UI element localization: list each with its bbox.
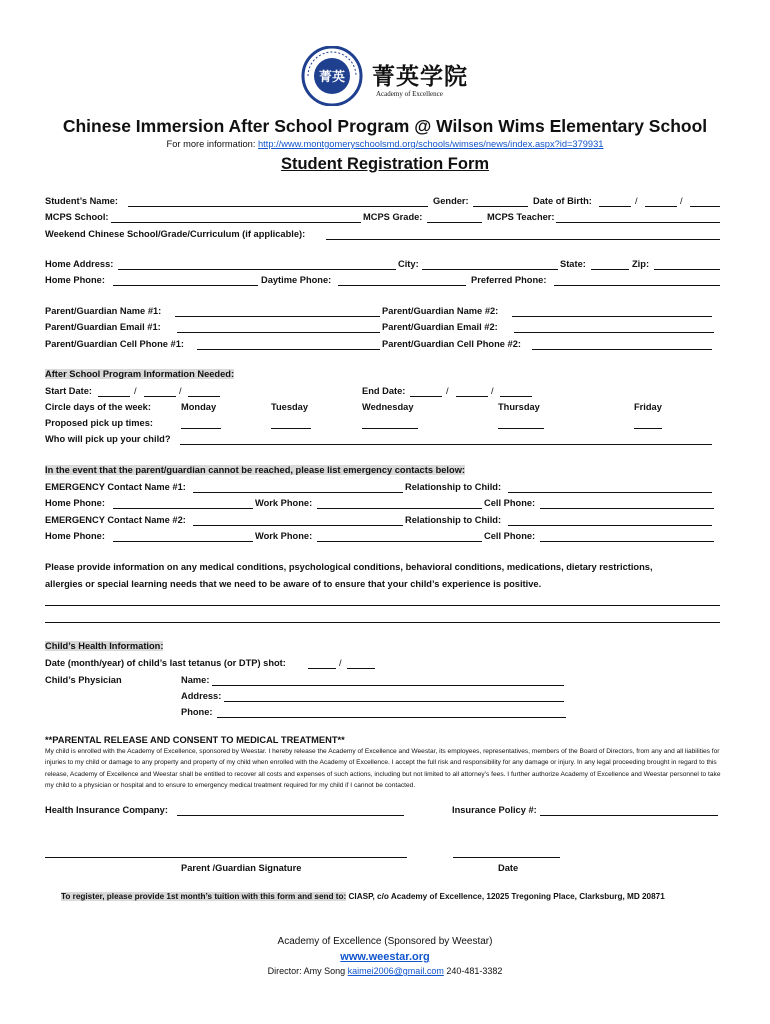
- parent-email-2-label: Parent/Guardian Email #2:: [382, 322, 498, 332]
- parent-cell-2-label: Parent/Guardian Cell Phone #2:: [382, 339, 521, 349]
- end-date-month-field[interactable]: [410, 396, 442, 397]
- start-date-day-field[interactable]: [144, 396, 176, 397]
- release-body: My child is enrolled with the Academy of Excellence, sponsored by Weestar. I hereby release the Academy of Excellence and Weestar, its employees, representatives, members of the Board of Directors, from any and all liabilities for injuries to my child or damage to any property and property of my child when enrolled with the Academy of Excellence. I accept the full risk and responsibility for any damage or injury. In any legal proceeding brought in regard to this release, Academy of Excellence and Weestar shall be entitled to recover all costs and expenses of such actions, including but not limited to all attorney’s fees. I further authorize Academy of Excellence and Weestar personnel to take my child to a physician or hospital and to ensure to emergency medical treatment required for my child if I cannot be contacted.: [45, 748, 721, 790]
- pickup-time-wednesday[interactable]: [362, 428, 418, 429]
- physician-address-field[interactable]: [224, 701, 564, 702]
- zip-label: Zip:: [632, 259, 650, 269]
- physician-name-label: Name:: [181, 675, 210, 685]
- pickup-times-label: Proposed pick up times:: [45, 418, 153, 428]
- health-heading: Child’s Health Information:: [45, 641, 164, 651]
- preferred-phone-label: Preferred Phone:: [471, 275, 547, 285]
- emergency-1-cell-phone-label: Cell Phone:: [484, 498, 536, 508]
- zip-field[interactable]: [654, 269, 720, 270]
- tetanus-year-field[interactable]: [347, 668, 375, 669]
- physician-name-field[interactable]: [212, 685, 564, 686]
- dob-day-field[interactable]: [645, 206, 677, 207]
- emergency-2-work-phone-field[interactable]: [317, 541, 482, 542]
- emergency-1-work-phone-label: Work Phone:: [255, 498, 313, 508]
- daytime-phone-field[interactable]: [338, 285, 466, 286]
- dob-month-field[interactable]: [599, 206, 631, 207]
- logo-chinese-text: 菁英学院: [372, 63, 468, 90]
- pickup-time-tuesday[interactable]: [271, 428, 311, 429]
- director-phone: 240-481-3382: [443, 966, 503, 976]
- mcps-teacher-field[interactable]: [556, 222, 720, 223]
- academy-seal-icon: [300, 46, 372, 106]
- home-address-field[interactable]: [118, 269, 396, 270]
- emergency-2-cell-phone-field[interactable]: [540, 541, 714, 542]
- start-date-sep-1: /: [134, 386, 137, 396]
- info-line: [0, 139, 770, 149]
- tetanus-month-field[interactable]: [308, 668, 336, 669]
- info-link[interactable]: http://www.montgomeryschoolsmd.org/schools/wimses/news/index.aspx?id=379931: [258, 139, 604, 149]
- physician-phone-field[interactable]: [217, 717, 566, 718]
- end-date-sep-1: /: [446, 386, 449, 396]
- director-label: Director: Amy Song: [267, 966, 348, 976]
- day-wednesday[interactable]: Wednesday: [362, 402, 414, 412]
- pickup-time-monday[interactable]: [181, 428, 221, 429]
- emergency-1-home-phone-label: Home Phone:: [45, 498, 105, 508]
- physician-address-label: Address:: [181, 691, 222, 701]
- parent-cell-1-label: Parent/Guardian Cell Phone #1:: [45, 339, 184, 349]
- dob-sep-1: /: [635, 196, 638, 206]
- who-pickup-label: Who will pick up your child?: [45, 434, 171, 444]
- weekend-school-label: Weekend Chinese School/Grade/Curriculum (if applicable):: [45, 229, 306, 239]
- svg-text:菁英: 菁英: [318, 70, 346, 85]
- medical-prompt-line-2: allergies or special learning needs that we need to be aware of to ensure that your child’s experience is positive.: [45, 579, 542, 589]
- emergency-2-work-phone-label: Work Phone:: [255, 531, 313, 541]
- medical-answer-line-2[interactable]: [45, 622, 720, 623]
- footer-org: Academy of Excellence (Sponsored by Weestar): [277, 936, 493, 947]
- emergency-2-home-phone-field[interactable]: [113, 541, 253, 542]
- parent-name-2-label: Parent/Guardian Name #2:: [382, 306, 499, 316]
- end-date-sep-2: /: [491, 386, 494, 396]
- emergency-2-home-phone-label: Home Phone:: [45, 531, 105, 541]
- parent-email-1-label: Parent/Guardian Email #1:: [45, 322, 161, 332]
- pickup-time-thursday[interactable]: [498, 428, 544, 429]
- register-address: CIASP, c/o Academy of Excellence, 12025 Tregoning Place, Clarksburg, MD 20871: [346, 892, 665, 901]
- parent-name-2-field[interactable]: [512, 316, 712, 317]
- emergency-1-cell-phone-field[interactable]: [540, 508, 714, 509]
- tetanus-label: Date (month/year) of child’s last tetanus (or DTP) shot:: [45, 658, 286, 668]
- emergency-contact-1-label: EMERGENCY Contact Name #1:: [45, 482, 186, 492]
- physician-label: Child’s Physician: [45, 675, 122, 685]
- signature-date-field[interactable]: [453, 857, 560, 858]
- city-field[interactable]: [422, 269, 558, 270]
- start-date-sep-2: /: [179, 386, 182, 396]
- day-thursday[interactable]: Thursday: [498, 402, 540, 412]
- dob-year-field[interactable]: [690, 206, 720, 207]
- emergency-contact-2-field[interactable]: [193, 525, 403, 526]
- student-name-label: Student’s Name:: [45, 196, 119, 206]
- dob-sep-2: /: [680, 196, 683, 206]
- afterschool-heading: After School Program Information Needed:: [45, 369, 235, 379]
- parent-email-2-field[interactable]: [514, 332, 714, 333]
- insurance-policy-label: Insurance Policy #:: [452, 805, 537, 815]
- emergency-heading: In the event that the parent/guardian cannot be reached, please list emergency contacts below:: [45, 465, 466, 475]
- home-address-label: Home Address:: [45, 259, 114, 269]
- signature-label: Parent /Guardian Signature: [181, 863, 302, 873]
- signature-field[interactable]: [45, 857, 407, 858]
- parent-cell-2-field[interactable]: [532, 349, 712, 350]
- state-label: State:: [560, 259, 586, 269]
- day-friday[interactable]: Friday: [634, 402, 662, 412]
- parent-name-1-label: Parent/Guardian Name #1:: [45, 306, 162, 316]
- director-email-link[interactable]: kaimei2006@gmail.com: [347, 966, 444, 976]
- website-link[interactable]: www.weestar.org: [340, 951, 430, 963]
- signature-date-label: Date: [498, 863, 519, 873]
- emergency-1-home-phone-field[interactable]: [113, 508, 253, 509]
- circle-days-label: Circle days of the week:: [45, 402, 151, 412]
- footer-contact: [0, 966, 770, 976]
- pickup-time-friday[interactable]: [634, 428, 662, 429]
- emergency-contact-2-label: EMERGENCY Contact Name #2:: [45, 515, 186, 525]
- form-title: Student Registration Form: [280, 155, 490, 173]
- state-field[interactable]: [591, 269, 629, 270]
- emergency-contact-1-field[interactable]: [193, 492, 403, 493]
- dob-label: Date of Birth:: [533, 196, 592, 206]
- logo: [300, 46, 480, 106]
- home-phone-label: Home Phone:: [45, 275, 105, 285]
- register-instruction: [61, 892, 665, 901]
- parent-cell-1-field[interactable]: [197, 349, 380, 350]
- start-date-label: Start Date:: [45, 386, 93, 396]
- who-pickup-field[interactable]: [180, 444, 712, 445]
- release-heading: **PARENTAL RELEASE AND CONSENT TO MEDICAL TREATMENT**: [45, 735, 345, 745]
- logo-english-text: Academy of Excellence: [376, 90, 443, 98]
- city-label: City:: [398, 259, 419, 269]
- daytime-phone-label: Daytime Phone:: [261, 275, 332, 285]
- end-date-year-field[interactable]: [500, 396, 532, 397]
- home-phone-field[interactable]: [113, 285, 258, 286]
- emergency-1-work-phone-field[interactable]: [317, 508, 482, 509]
- mcps-school-label: MCPS School:: [45, 212, 109, 222]
- medical-prompt-line-1: Please provide information on any medical conditions, psychological conditions, behavioral conditions, medications, dietary restrictions,: [45, 562, 653, 572]
- day-tuesday[interactable]: Tuesday: [271, 402, 309, 412]
- mcps-teacher-label: MCPS Teacher:: [487, 212, 555, 222]
- weekend-school-field[interactable]: [326, 239, 720, 240]
- parent-email-1-field[interactable]: [177, 332, 380, 333]
- gender-field[interactable]: [473, 206, 528, 207]
- end-date-day-field[interactable]: [456, 396, 488, 397]
- insurance-policy-field[interactable]: [540, 815, 718, 816]
- mcps-grade-field[interactable]: [427, 222, 482, 223]
- emergency-2-cell-phone-label: Cell Phone:: [484, 531, 536, 541]
- insurance-company-label: Health Insurance Company:: [45, 805, 168, 815]
- info-prefix: For more information:: [166, 139, 258, 149]
- medical-answer-line-1[interactable]: [45, 605, 720, 606]
- page-title: Chinese Immersion After School Program @ Wilson Wims Elementary School: [62, 116, 708, 136]
- tetanus-sep: /: [339, 658, 342, 668]
- insurance-company-field[interactable]: [177, 815, 404, 816]
- relationship-2-label: Relationship to Child:: [405, 515, 502, 525]
- start-date-month-field[interactable]: [98, 396, 130, 397]
- start-date-year-field[interactable]: [188, 396, 220, 397]
- register-highlight: To register, please provide 1st month’s tuition with this form and send to:: [61, 892, 347, 901]
- parent-name-1-field[interactable]: [175, 316, 380, 317]
- day-monday[interactable]: Monday: [181, 402, 217, 412]
- gender-label: Gender:: [433, 196, 469, 206]
- physician-phone-label: Phone:: [181, 707, 213, 717]
- preferred-phone-field[interactable]: [554, 285, 720, 286]
- relationship-1-field[interactable]: [508, 492, 712, 493]
- footer-website: [0, 951, 770, 963]
- mcps-school-field[interactable]: [111, 222, 361, 223]
- relationship-2-field[interactable]: [508, 525, 712, 526]
- relationship-1-label: Relationship to Child:: [405, 482, 502, 492]
- end-date-label: End Date:: [362, 386, 406, 396]
- student-name-field[interactable]: [128, 206, 428, 207]
- mcps-grade-label: MCPS Grade:: [363, 212, 423, 222]
